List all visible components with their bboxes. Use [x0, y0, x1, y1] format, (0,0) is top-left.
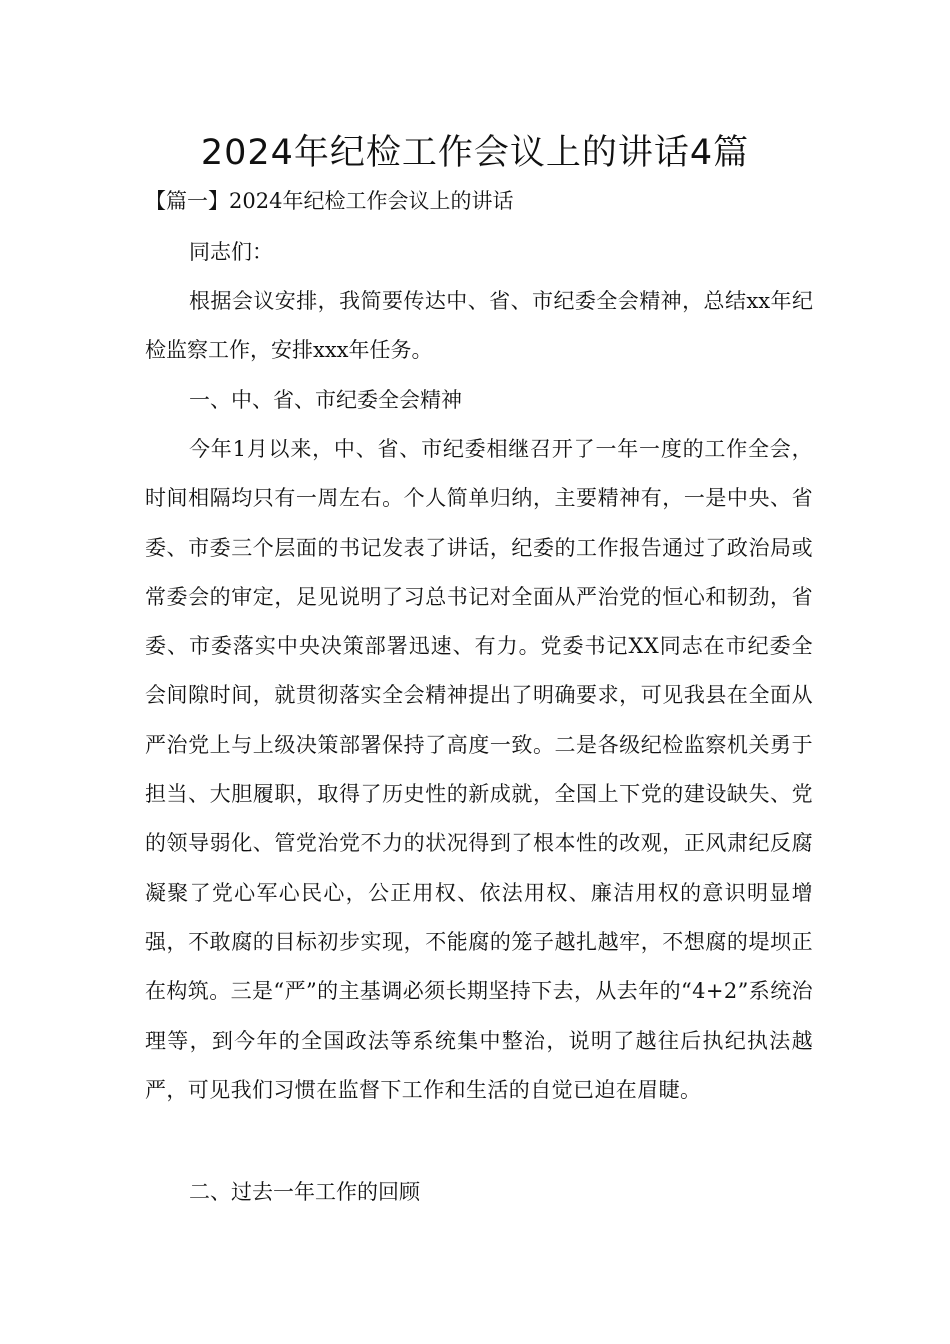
greeting-paragraph: 同志们： [189, 240, 273, 264]
section-heading-2: 二、过去一年工作的回顾 [189, 1180, 420, 1204]
section-heading-1: 一、中、省、市纪委全会精神 [189, 388, 462, 412]
document-title: 2024年纪检工作会议上的讲话4篇 [200, 133, 750, 173]
intro-paragraph: 根据会议安排，我简要传达中、省、市纪委全会精神，总结xx年纪检监察工作，安排xxx年任务。 [145, 289, 813, 363]
section-subtitle: 【篇一】2024年纪检工作会议上的讲话 [145, 189, 514, 213]
body-paragraph-1: 今年1月以来，中、省、市纪委相继召开了一年一度的工作全会，时间相隔均只有一周左右。个人简单归纳，主要精神有，一是中央、省委、市委三个层面的书记发表了讲话，纪委的工作报告通过了政治局或常委会的审定，足见说明了习总书记对全面从严治党的恒心和韧劲，省委、市委落实中央决策部署迅速、有力。党委书记XX同志在市纪委全会间隙时间，就贯彻落实全会精神提出了明确要求，可见我县在全面从严治党上与上级决策部署保持了高度一致。二是各级纪检监察机关勇于担当、大胆履职，取得了历史性的新成就，全国上下党的建设缺失、党的领导弱化、管党治党不力的状况得到了根本性的改观，正风肃纪反腐凝聚了党心军心民心，公正用权、依法用权、廉洁用权的意识明显增强，不敢腐的目标初步实现，不能腐的笼子越扎越牢，不想腐的堤坝正在构筑。三是“严”的主基调必须长期坚持下去，从去年的“4+2”系统治理等，到今年的全国政法等系统集中整治，说明了越往后执纪执法越严，可见我们习惯在监督下工作和生活的自觉已迫在眉睫。 [145, 437, 813, 1102]
